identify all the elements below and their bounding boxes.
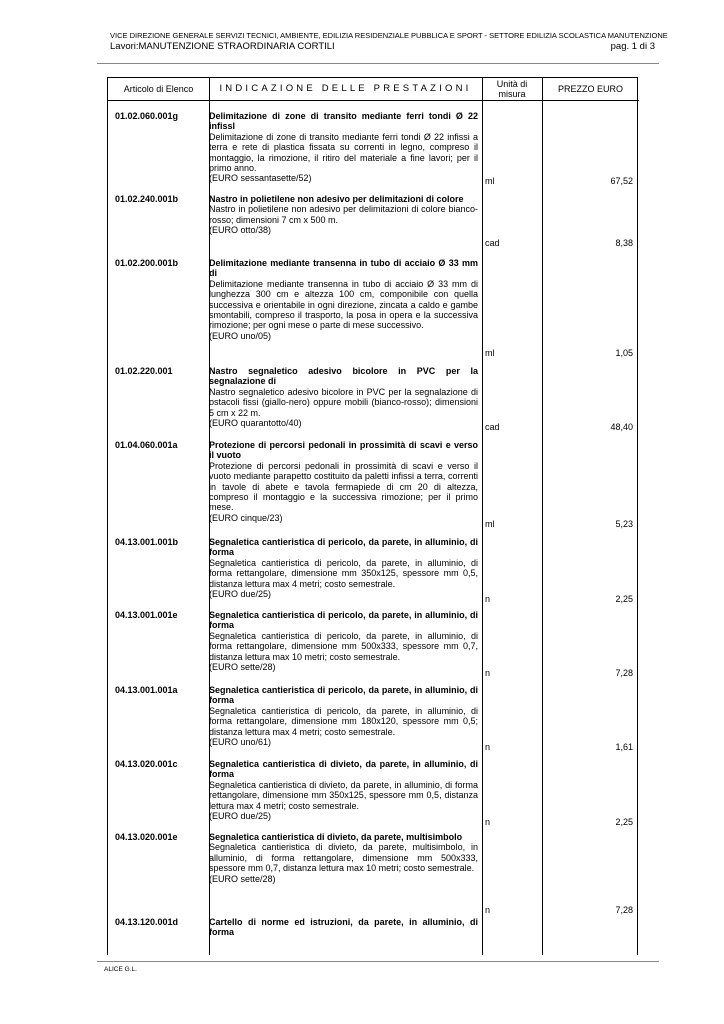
item-body: Delimitazione mediante transenna in tubo di acciaio Ø 33 mm di lunghezza 300 cm e altezza 100 cm, componibile con quella successiva e orientabile in ogni direzione, zincata a caldo e gambe smontabili, compreso il trasporto, la posa in opera e la successiva rimozione; per ogni mese o parte di mese successivo. <box>209 278 478 331</box>
item-code: 04.13.020.001e <box>115 832 178 842</box>
item-unit: ml <box>485 176 495 186</box>
item-code: 01.02.200.001b <box>115 258 179 268</box>
item-price: 8,38 <box>615 238 633 248</box>
item-price: 67,52 <box>610 176 633 186</box>
item-unit: n <box>485 742 491 752</box>
item-title: Segnaletica cantieristica di pericolo, da parete, in alluminio, di forma <box>209 537 478 558</box>
item-unit: ml <box>485 519 495 529</box>
price-table <box>107 77 638 955</box>
item-price: 1,61 <box>615 742 633 752</box>
item-price: 7,28 <box>615 668 633 678</box>
item-body: Nastro in polietilene non adesivo per delimitazioni di colore bianco-rosso; dimensioni 7 cm x 500 m. <box>209 204 478 225</box>
item-title: Segnaletica cantieristica di divieto, da parete, in alluminio, di forma <box>209 759 478 780</box>
item-euro-words: (EURO due/25) <box>209 589 272 600</box>
item-euro-words: (EURO sessantasette/52) <box>209 173 312 184</box>
item-description <box>209 111 478 184</box>
item-title: Nastro in polietilene non adesivo per delimitazioni di colore <box>209 194 464 204</box>
item-euro-words: (EURO cinque/23) <box>209 512 283 523</box>
item-body: Segnaletica cantieristica di divieto, da parete, in alluminio, di forma rettangolare, dimensione mm 350x125, spessore mm 0,5, distanza lettura max 4 metri; costo semestrale. <box>209 779 478 811</box>
item-price: 2,25 <box>615 594 633 604</box>
item-euro-words: (EURO sette/28) <box>209 662 276 673</box>
item-body: Segnaletica cantieristica di pericolo, da parete, in alluminio, di forma rettangolare, dimensione mm 180x120, spessore mm 0,5; distanza lettura max 4 metri; costo semestrale. <box>209 705 478 737</box>
item-code: 01.04.060.001a <box>115 440 178 450</box>
divider <box>482 78 483 955</box>
divider <box>542 78 543 955</box>
footer-author: ALICE G.L. <box>104 966 137 973</box>
item-title: Nastro segnaletico adesivo bicolore in PVC per la segnalazione di <box>209 366 478 387</box>
item-unit: ml <box>485 348 495 358</box>
header-rule <box>97 63 659 64</box>
item-body: Nastro segnaletico adesivo bicolore in PVC per la segnalazione di ostacoli fissi (giallo-nero) oppure mobili (bianco-rosso); dimensioni 5 cm x 22 m. <box>209 386 478 418</box>
item-title: Delimitazione di zone di transito mediante ferri tondi Ø 22 infissl <box>209 111 478 132</box>
item-price: 7,28 <box>615 905 633 915</box>
item-unit: cad <box>485 422 500 432</box>
item-euro-words: (EURO otto/38) <box>209 225 272 236</box>
lavori-title: Lavori:MANUTENZIONE STRAORDINARIA CORTILI <box>110 41 335 52</box>
item-euro-words: (EURO uno/05) <box>209 330 272 341</box>
item-code: 01.02.240.001b <box>115 194 179 204</box>
col-prezzo: PREZZO EURO <box>542 78 639 101</box>
page-number: pag. 1 di 3 <box>610 41 655 52</box>
item-unit: n <box>485 594 491 604</box>
item-price: 2,25 <box>615 817 633 827</box>
item-code: 04.13.001.001e <box>115 610 178 620</box>
item-unit: n <box>485 817 491 827</box>
item-unit: cad <box>485 238 500 248</box>
item-body: Protezione di percorsi pedonali in prossimità di scavi e verso il vuoto mediante parapetto costituito da paletti infissi a terra, correnti in tavole di abete e tavola fermapiede di cm 20 di altezza, compreso il montaggio e la successiva rimozione; per il primo mese. <box>209 460 478 513</box>
header-office: VICE DIREZIONE GENERALE SERVIZI TECNICI, AMBIENTE, EDILIZIA RESIDENZIALE PUBBLICA E SPORT - SETTORE EDILIZIA SCOLASTICA MANUTENZIONE <box>110 31 668 40</box>
footer-rule <box>97 961 659 962</box>
item-body: Segnaletica cantieristica di pericolo, da parete, in alluminio, di forma rettangolare, dimensione mm 350x125, spessore mm 0,5, distanza lettura max 4 metri; costo semestrale. <box>209 557 478 589</box>
item-description <box>209 685 478 747</box>
item-description <box>209 759 478 821</box>
item-title: Protezione di percorsi pedonali in prossimità di scavi e verso il vuoto <box>209 440 478 461</box>
item-body: Segnaletica cantieristica di pericolo, da parete, in alluminio, di forma rettangolare, dimensione mm 500x333, spessore mm 0,7, distanza lettura max 10 metri; costo semestrale. <box>209 630 478 662</box>
header-lavori <box>110 41 655 52</box>
item-description <box>209 610 478 672</box>
item-description <box>209 366 478 428</box>
col-articolo: Articolo di Elenco <box>108 78 209 101</box>
item-price: 5,23 <box>615 519 633 529</box>
item-price: 1,05 <box>615 348 633 358</box>
item-description <box>209 258 478 341</box>
item-description <box>209 440 478 523</box>
item-price: 48,40 <box>610 422 633 432</box>
item-code: 01.02.220.001 <box>115 366 173 376</box>
item-code: 01.02.060.001g <box>115 111 179 121</box>
item-title: Delimitazione mediante transenna in tubo di acciaio Ø 33 mm di <box>209 258 478 279</box>
item-unit: n <box>485 905 491 915</box>
item-euro-words: (EURO due/25) <box>209 811 272 822</box>
item-euro-words: (EURO uno/61) <box>209 737 272 748</box>
item-description <box>209 537 478 599</box>
item-title: Segnaletica cantieristica di pericolo, da parete, in alluminio, di forma <box>209 610 478 631</box>
item-code: 04.13.120.001d <box>115 917 179 927</box>
item-unit: n <box>485 668 491 678</box>
item-title: Cartello di norme ed istruzioni, da parete, in alluminio, di forma <box>209 917 478 938</box>
item-title: Segnaletica cantieristica di divieto, da parete, multisimbolo <box>209 832 463 842</box>
item-euro-words: (EURO quarantotto/40) <box>209 418 302 429</box>
item-code: 04.13.001.001a <box>115 685 178 695</box>
item-code: 04.13.001.001b <box>115 537 179 547</box>
item-description <box>209 917 478 938</box>
item-euro-words: (EURO sette/28) <box>209 873 276 884</box>
col-unita: Unità di misura <box>482 78 542 101</box>
item-title: Segnaletica cantieristica di pericolo, da parete, in alluminio, di forma <box>209 685 478 706</box>
item-description <box>209 194 478 236</box>
item-code: 04.13.020.001c <box>115 759 178 769</box>
col-prestazioni: INDICAZIONE DELLE PRESTAZIONI <box>209 78 482 101</box>
item-body: Segnaletica cantieristica di divieto, da parete, multisimbolo, in alluminio, di forma rettangolare, dimensione mm 500x333, spessore mm 0,7, distanza lettura max 10 metri; costo semestrale. <box>209 842 478 874</box>
item-body: Delimitazione di zone di transito mediante ferri tondi Ø 22 infissi a terra e rete di plastica fissata su correnti in legno, compreso il montaggio, la rimozione, il ritiro del materiale a fine lavori; per il primo anno. <box>209 131 478 174</box>
item-description <box>209 832 478 884</box>
